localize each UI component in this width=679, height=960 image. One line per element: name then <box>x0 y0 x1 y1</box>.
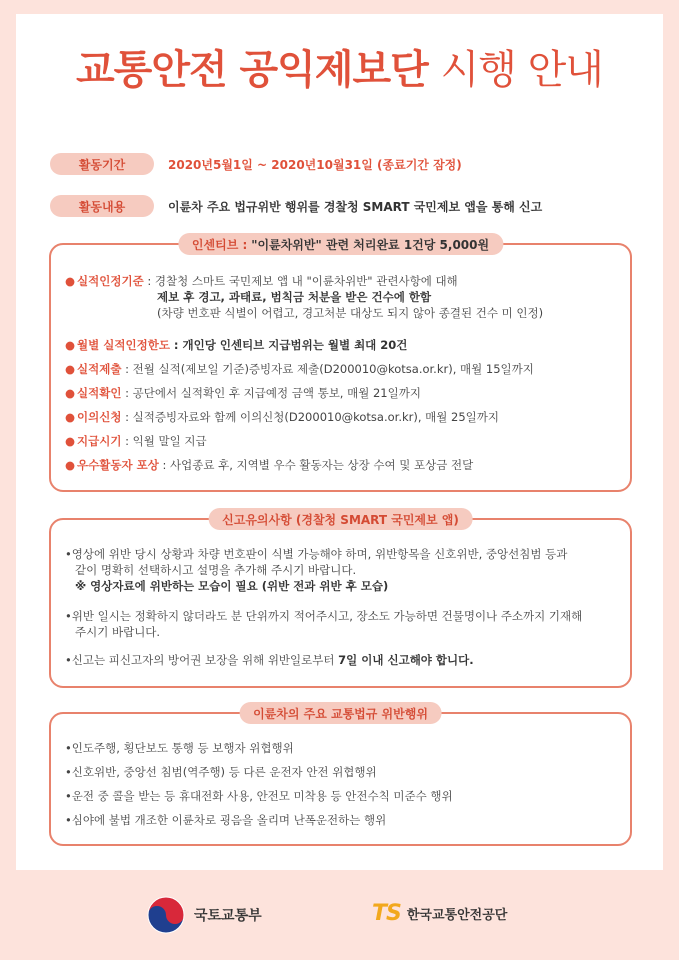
content-value: 이륜차 주요 법규위반 행위를 경찰청 SMART 국민제보 앱을 통해 신고 <box>168 199 543 214</box>
confirm-item: ● 실적확인 : 공단에서 실적확인 후 지급예정 금액 통보, 매월 21일까지 <box>65 386 421 400</box>
reward-item: ● 우수활동자 포상 : 사업종료 후, 지역별 우수 활동자는 상장 수여 및 포상금 전달 <box>65 458 474 472</box>
taegeuk-icon <box>146 895 186 935</box>
incentive-box <box>49 237 632 492</box>
appeal-item: ● 이의신청 : 실적증빙자료와 함께 이의신청(D200010@kotsa.or.kr), 매월 25일까지 <box>65 410 500 424</box>
notice-title: 신고유의사항 (경찰청 SMART 국민제보 앱) <box>208 508 473 530</box>
content-label: 활동내용 <box>50 195 154 217</box>
ministry-name: 국토교통부 <box>194 908 262 924</box>
criteria-item: ● 실적인정기준 : 경찰청 스마트 국민제보 앱 내 "이륜차위반" 관련사항에 대해 제보 후 경고, 과태료, 범칙금 처분을 받은 건수에 한함 (차량 번호판 식별이 어렵고, 경고처분 대상도 되지 않아 종결된 건수 미 인정) <box>65 274 544 320</box>
violations-title: 이륜차의 주요 교통법규 위반행위 <box>239 702 442 724</box>
limit-item: ● 월별 실적인정한도 : 개인당 인센티브 지급범위는 월별 최대 20건 <box>65 338 408 352</box>
violation-item: •신호위반, 중앙선 침범(역주행) 등 다른 운전자 안전 위협행위 <box>65 765 377 779</box>
content-row <box>50 194 542 218</box>
page-title <box>0 38 679 95</box>
agency-name: 한국교통안전공단 <box>406 908 508 923</box>
notice-item-3: •신고는 피신고자의 방어권 보장을 위해 위반일로부터 7일 이내 신고해야 합니다. <box>65 653 474 667</box>
period-label: 활동기간 <box>50 153 154 175</box>
incentive-title: 인센티브 : "이륜차위반" 관련 처리완료 1건당 5,000원 <box>178 233 503 255</box>
notice-box <box>49 512 632 688</box>
ministry-logo <box>146 895 262 935</box>
violation-item: •운전 중 콜을 받는 등 휴대전화 사용, 안전모 미착용 등 안전수칙 미준수 행위 <box>65 789 453 803</box>
notice-item-2: •위반 일시는 정확하지 않더라도 분 단위까지 적어주시고, 장소도 가능하면 건물명이나 주소까지 기재해 주시기 바랍니다. <box>65 609 583 639</box>
agency-logo <box>372 901 507 926</box>
footer-logos <box>0 895 679 935</box>
pay-item: ● 지급시기 : 익월 말일 지급 <box>65 434 207 448</box>
title-light: 시행 안내 <box>440 47 603 93</box>
violations-box <box>49 706 632 846</box>
period-value: 2020년5월1일 ~ 2020년10월31일 (종료기간 잠정) <box>168 157 462 172</box>
ts-mark: TS <box>372 901 401 926</box>
notice-item-1: •영상에 위반 당시 상황과 차량 번호판이 식별 가능해야 하며, 위반항목을 신호위반, 중앙선침범 등과 같이 명확히 선택하시고 설명을 추가해 주시기 바랍니다. ※ 영상자료에 위반하는 모습이 필요 (위반 전과 위반 후 모습) <box>65 547 568 593</box>
violation-item: •심야에 불법 개조한 이륜차로 굉음을 올리며 난폭운전하는 행위 <box>65 813 387 827</box>
title-bold: 교통안전 공익제보단 <box>76 47 428 93</box>
violation-item: •인도주행, 횡단보도 통행 등 보행자 위협행위 <box>65 741 294 755</box>
submit-item: ● 실적제출 : 전월 실적(제보일 기준)증빙자료 제출(D200010@kotsa.or.kr), 매월 15일까지 <box>65 362 534 376</box>
period-row <box>50 152 462 176</box>
